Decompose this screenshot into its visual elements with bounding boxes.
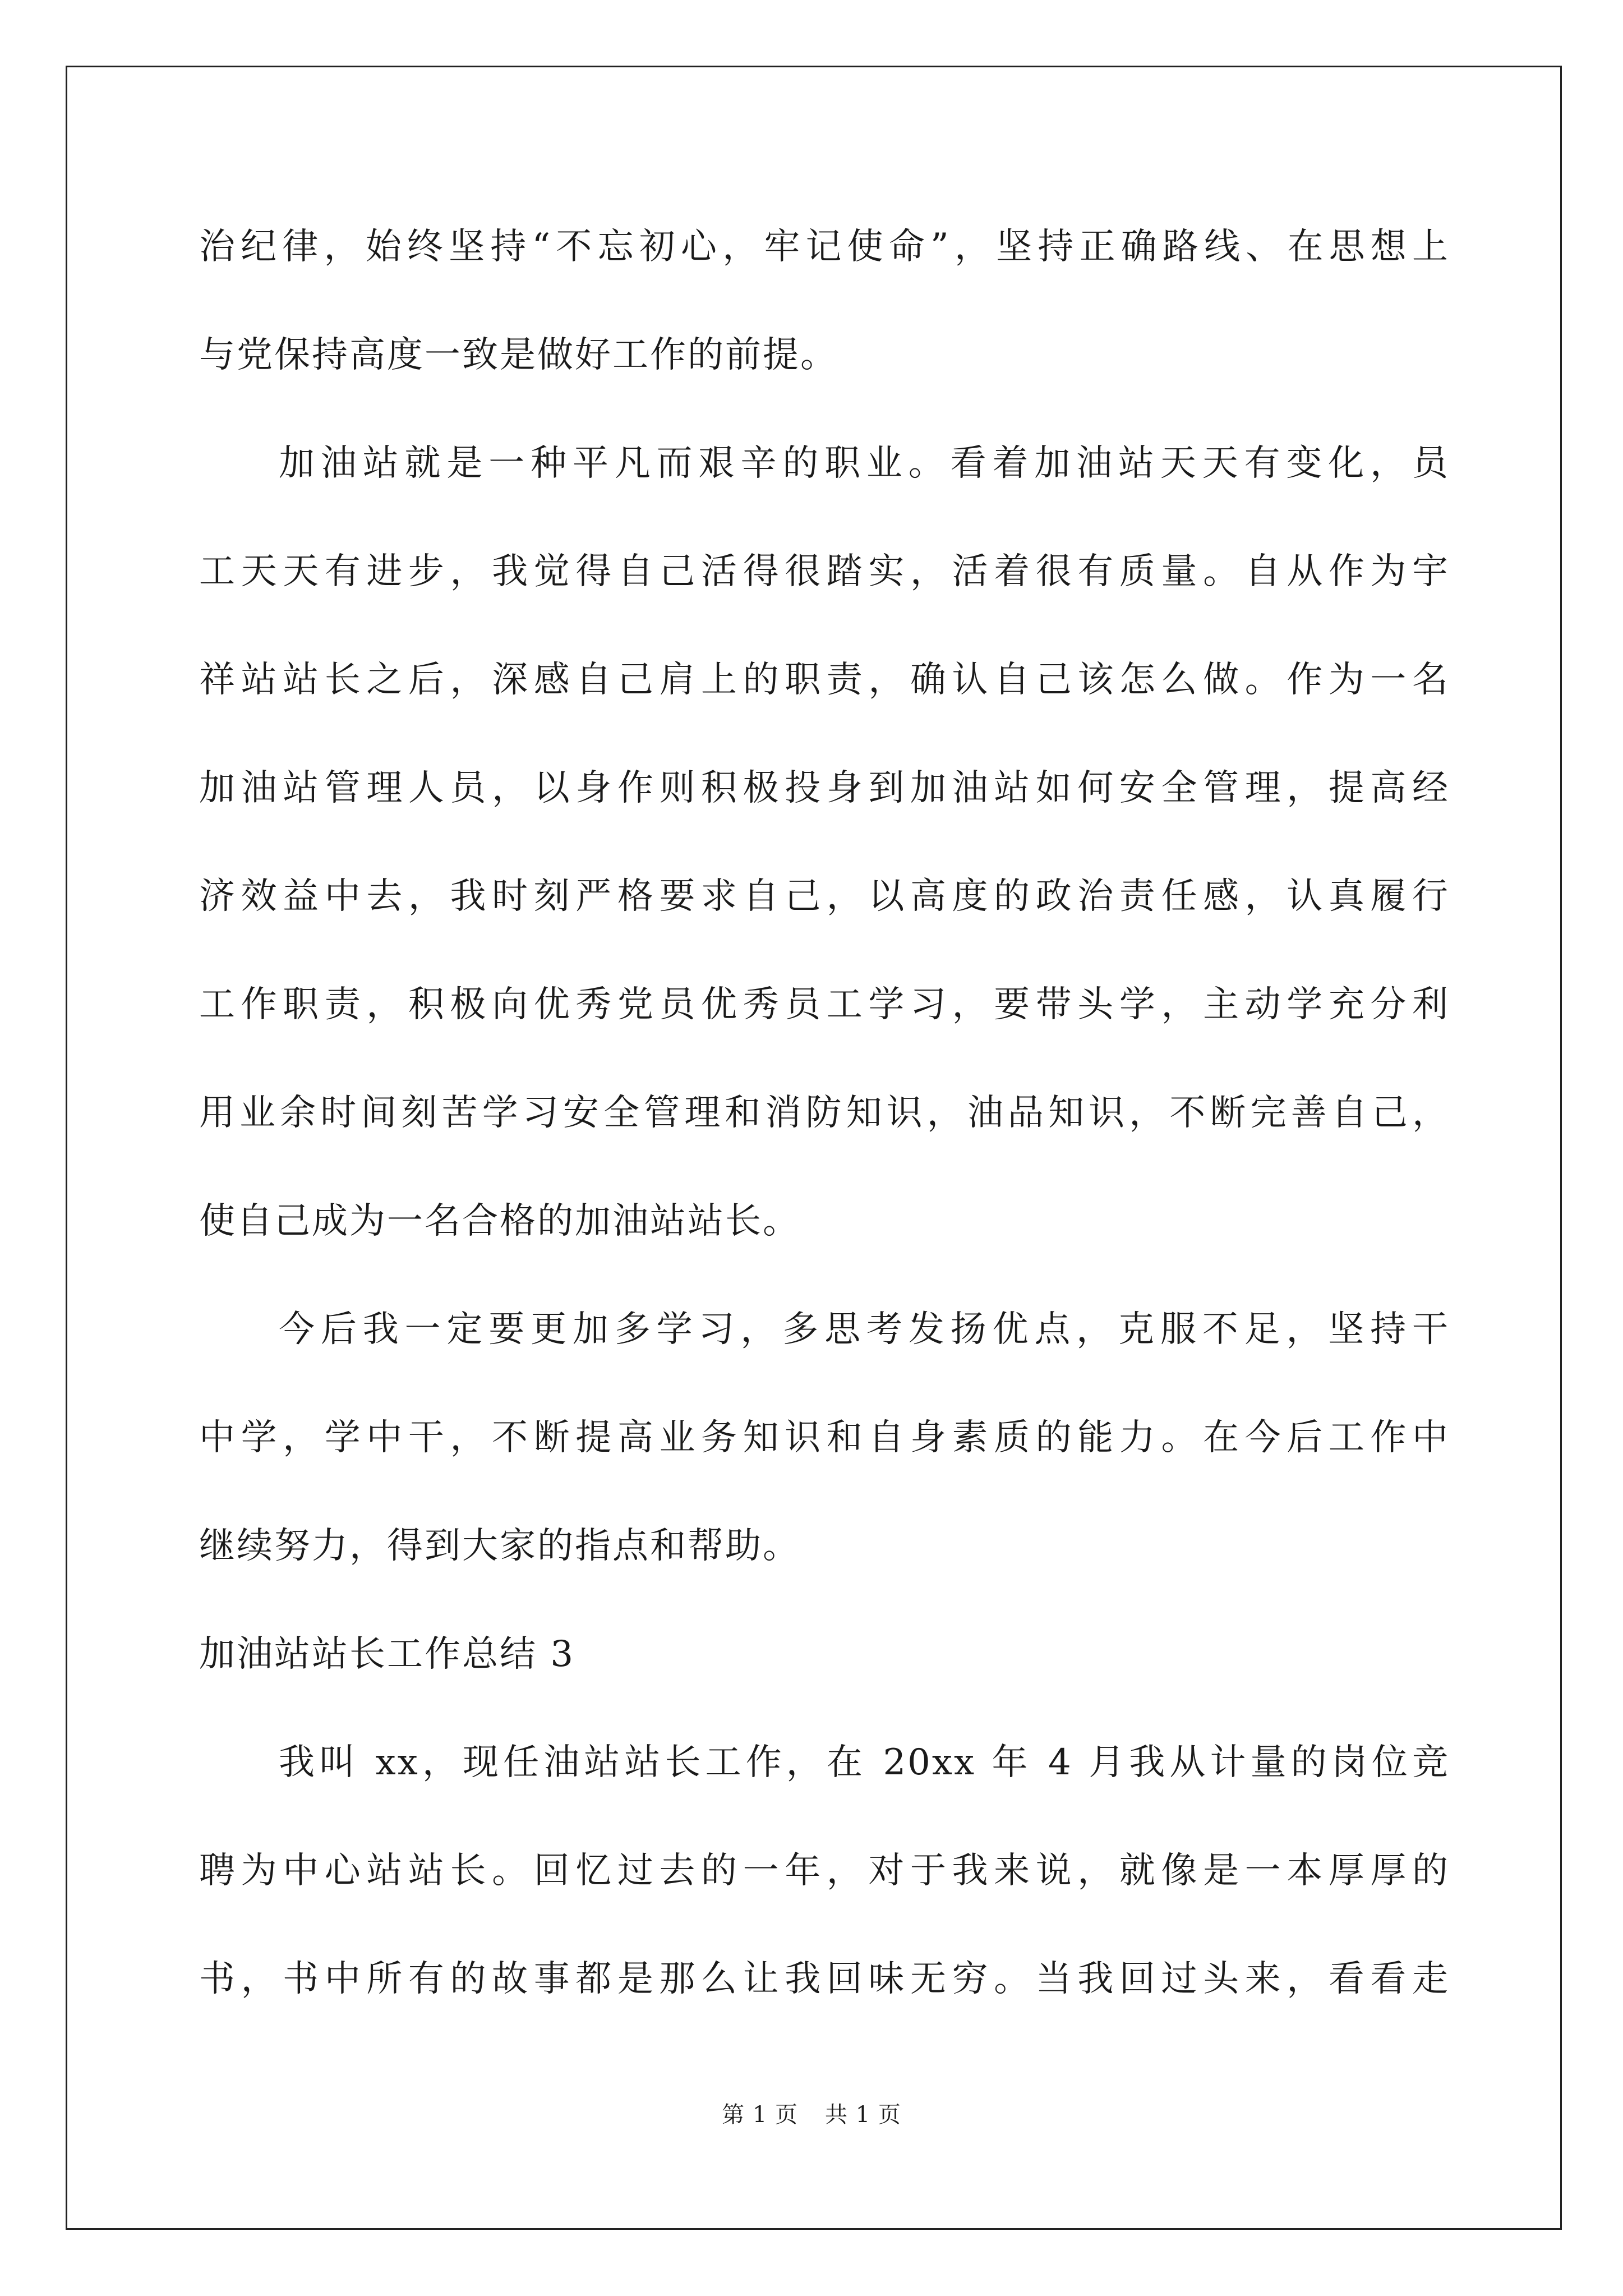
paragraph-first-line: 加油站就是一种平凡而艰辛的职业。看着加油站天天有变化，员 bbox=[279, 443, 1450, 484]
text-line: 使自己成为一名合格的加油站站长。 bbox=[199, 1200, 800, 1242]
paragraph-first-line: 今后我一定要更加多学习，多思考发扬优点，克服不足，坚持干 bbox=[279, 1309, 1450, 1350]
page-total: 共 1 页 bbox=[825, 2102, 901, 2128]
text-line: 继续努力，得到大家的指点和帮助。 bbox=[199, 1525, 800, 1567]
text-line: 中学，学中干，不断提高业务知识和自身素质的能力。在今后工作中 bbox=[199, 1417, 1450, 1458]
text-line: 书，书中所有的故事都是那么让我回味无穷。当我回过头来，看看走 bbox=[199, 1958, 1450, 2000]
text-line: 祥站站长之后，深感自己肩上的职责，确认自己该怎么做。作为一名 bbox=[199, 659, 1450, 701]
text-line: 济效益中去，我时刻严格要求自己，以高度的政治责任感，认真履行 bbox=[199, 876, 1450, 917]
document-body bbox=[199, 213, 1450, 2054]
text-line: 用业余时间刻苦学习安全管理和消防知识，油品知识，不断完善自己， bbox=[199, 1092, 1450, 1134]
text-line: 治纪律，始终坚持“不忘初心，牢记使命”，坚持正确路线、在思想上 bbox=[199, 226, 1450, 268]
text-line: 加油站管理人员，以身作则积极投身到加油站如何安全管理，提高经 bbox=[199, 767, 1450, 809]
text-line: 聘为中心站站长。回忆过去的一年，对于我来说，就像是一本厚厚的 bbox=[199, 1850, 1450, 1892]
text-line: 工天天有进步，我觉得自己活得很踏实，活着很有质量。自从作为宇 bbox=[199, 551, 1450, 592]
page-footer bbox=[0, 2101, 1623, 2129]
text-line: 与党保持高度一致是做好工作的前提。 bbox=[199, 334, 838, 376]
paragraph-first-line: 我叫 xx，现任油站站长工作，在 20xx 年 4 月我从计量的岗位竞 bbox=[279, 1742, 1450, 1783]
text-line: 工作职责，积极向优秀党员优秀员工学习，要带头学，主动学充分利 bbox=[199, 984, 1450, 1025]
page-number: 第 1 页 bbox=[722, 2102, 798, 2128]
section-heading: 加油站站长工作总结 3 bbox=[199, 1634, 575, 1675]
